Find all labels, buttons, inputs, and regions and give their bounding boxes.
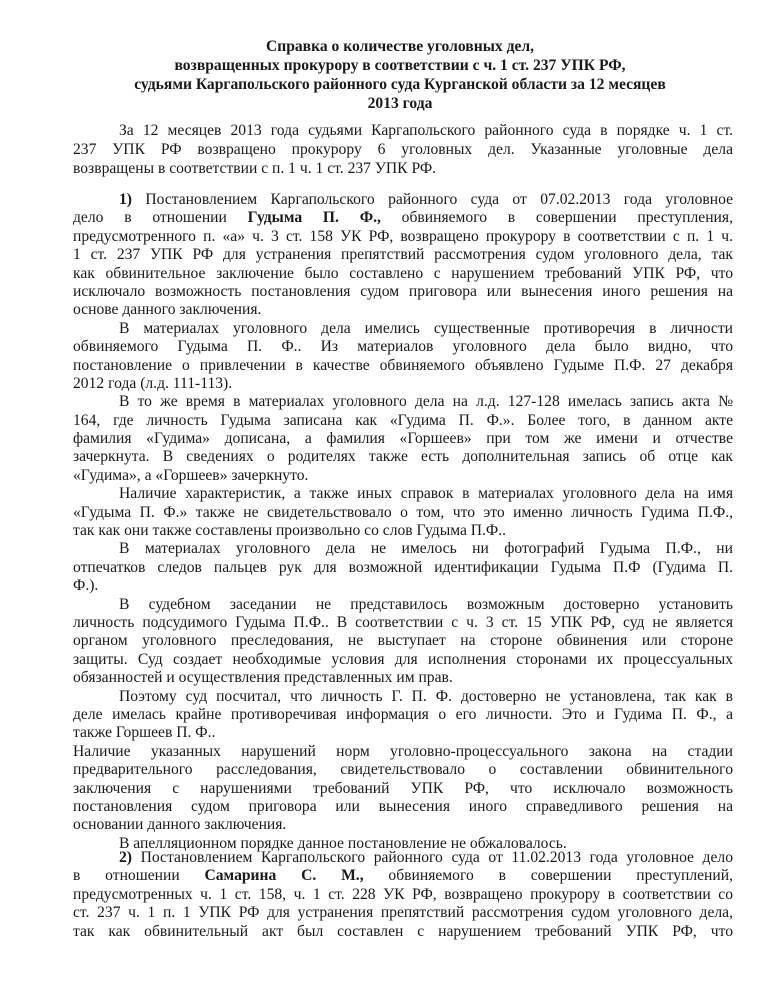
title-line: Справка о количестве уголовных дел,: [265, 38, 535, 55]
text-line: постановления судом приговора или вынесения иного справедливого решения на: [73, 797, 733, 815]
bold-text: 2): [119, 849, 132, 866]
text-segment: обвиняемого в совершении преступления,: [380, 209, 733, 227]
bold-text: Гудыма П. Ф.,: [247, 209, 381, 227]
title-line: судьями Каргапольского районного суда Курганской области за 12 месяцев: [134, 76, 666, 93]
text-line: 1 ст. 237 УПК РФ для устранения препятствий рассмотрения судом уголовного дела, так: [73, 246, 733, 264]
text-line: возвращены в соответствии с п. 1 ч. 1 ст. 237 УПК РФ.: [73, 160, 437, 177]
text-line: исключало возможность постановления судом приговора или вынесения иного решения на: [73, 282, 733, 300]
text-line: Поэтому суд посчитал, что личность Г. П. Ф. достоверно не установлена, так как в: [119, 687, 733, 705]
title-line: возвращенных прокурору в соответствии с ч. 1 ст. 237 УПК РФ,: [174, 57, 626, 74]
bold-text: 1): [119, 191, 132, 208]
paragraph: [73, 688, 733, 743]
paragraph: [73, 191, 733, 320]
text-line: В апелляционном порядке данное постановление не обжаловалось.: [119, 834, 567, 852]
document-title: [60, 37, 740, 113]
text-line: органом уголовного преследования, не выступает на стороне обвинения или стороне: [73, 632, 733, 650]
text-line: 164, где личность Гудыма записана как «Гудима П. Ф.». Более того, в данном акте: [73, 411, 733, 429]
text-line: предусмотренного п. «а» ч. 3 ст. 158 УК РФ, возвращено прокурору в соответствии с п. 1 ч.: [73, 227, 733, 245]
text-segment: дело в отношении: [73, 209, 248, 227]
text-line: фамилия «Гудима» дописана, а фамилия «Горшеев» при том же имени и отчестве: [73, 430, 733, 448]
text-segment: Постановлением Каргапольского районного суда от 11.02.2013 года уголовное дело: [132, 849, 733, 866]
case-1-section: [73, 191, 733, 853]
paragraph: [73, 320, 733, 394]
case-2-section: [73, 849, 733, 941]
text-line: «Гудима», а «Горшеев» зачеркнуто.: [73, 466, 309, 484]
text-line: 2012 года (л.д. 111-113).: [73, 374, 233, 392]
text-line: постановление о привлечении в качестве обвиняемого объявлено Гудыме П.Ф. 27 декабря: [73, 356, 733, 374]
text-line: предварительного расследования, свидетельствовало о составлении обвинительного: [73, 761, 733, 779]
text-segment: Постановлением Каргапольского районного суда от 07.02.2013 года уголовное: [132, 191, 733, 208]
text-line: 237 УПК РФ возвращено прокурору 6 уголовных дел. Указанные уголовные дела: [73, 141, 733, 158]
paragraph: [73, 743, 733, 835]
text-line: как обвинительное заключение было составлено с нарушением требований УПК РФ, что: [73, 264, 733, 282]
title-line: 2013 года: [367, 95, 433, 112]
text-line: так как обвинительный акт был составлен с нарушением требований УПК РФ, что: [73, 922, 733, 940]
text-line: также Горшеев П. Ф..: [73, 724, 216, 742]
text-line: В материалах уголовного дела имелись существенные противоречия в личности: [119, 319, 733, 337]
text-line: Наличие указанных нарушений норм уголовно-процессуального закона на стадии: [73, 742, 733, 760]
paragraph: [73, 485, 733, 540]
text-line: обязанностей и осуществления представленных им прав.: [73, 669, 453, 687]
text-line: [73, 191, 733, 209]
text-line: личность подсудимого Гудыма П.Ф.. В соответствии с ч. 3 ст. 15 УПК РФ, суд не является: [73, 613, 733, 631]
text-line: обвиняемого Гудыма П. Ф.. Из материалов уголовного дела было видно, что: [73, 338, 733, 356]
text-line: зачеркнута. В сведениях о родителях также есть дополнительная запись об отце как: [73, 448, 733, 466]
paragraph: [73, 849, 733, 941]
paragraph: [73, 596, 733, 688]
text-line: [73, 867, 733, 885]
text-line: Ф.).: [73, 577, 99, 595]
text-line: деле имелась крайне противоречивая информация о его личности. Это и Гудима П. Ф., а: [73, 705, 733, 723]
text-line: [73, 849, 733, 867]
text-segment: в отношении: [73, 867, 205, 885]
text-line: «Гудыма П. Ф.» также не свидетельствовало о том, что это именно личность Гудима П.Ф.,: [73, 503, 733, 521]
text-line: защиты. Суд создает необходимые условия для исполнения сторонами их процессуальных: [73, 650, 733, 668]
bold-text: Самарина С. М.,: [204, 867, 364, 885]
text-line: В то же время в материалах уголовного дела на л.д. 127-128 имелась запись акта №: [119, 393, 733, 411]
text-line: ст. 237 ч. 1 п. 1 УПК РФ для устранения препятствий рассмотрения судом уголовного дела,: [73, 904, 733, 922]
intro-paragraph: [73, 121, 733, 178]
paragraph: [73, 121, 733, 178]
text-line: [73, 209, 733, 227]
text-line: Наличие характеристик, а также иных справок в материалах уголовного дела на имя: [119, 485, 733, 503]
paragraph: [73, 540, 733, 595]
text-line: заключения с нарушениями требований УПК РФ, что исключало возможность: [73, 779, 733, 797]
paragraph: [73, 393, 733, 485]
text-line: В судебном заседании не представилось возможным достоверно установить: [119, 595, 733, 613]
text-line: основе данного заключения.: [73, 301, 262, 319]
text-line: основании данного заключения.: [73, 816, 287, 834]
text-segment: обвиняемого в совершении преступлений,: [363, 867, 733, 885]
text-line: предусмотренных ч. 1 ст. 158, ч. 1 ст. 228 УК РФ, возвращено прокурору в соответствии со: [73, 885, 733, 903]
text-line: За 12 месяцев 2013 года судьями Каргапольского районного суда в порядке ч. 1 ст.: [119, 122, 733, 139]
text-line: так как они также составлены произвольно со слов Гудыма П.Ф..: [73, 522, 507, 540]
text-line: отпечатков следов пальцев рук для возможной идентификации Гудыма П.Ф (Гудима П.: [73, 558, 733, 576]
text-line: В материалах уголовного дела не имелось ни фотографий Гудыма П.Ф., ни: [119, 540, 733, 558]
